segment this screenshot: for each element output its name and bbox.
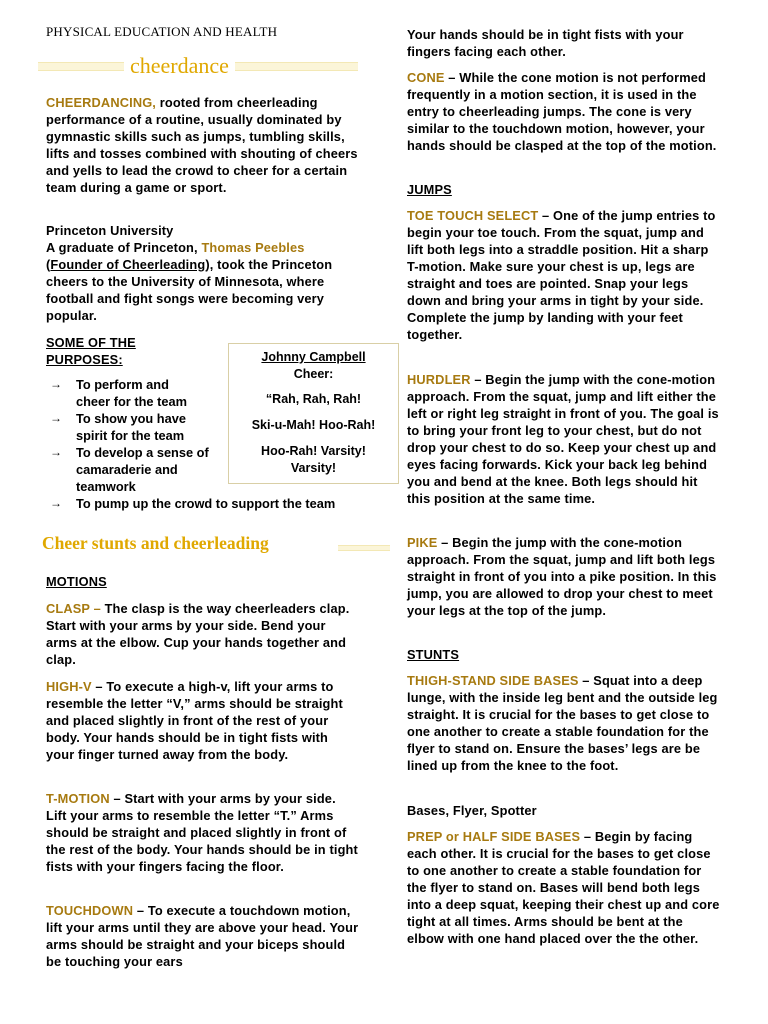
pike-text: – Begin the jump with the cone-motion approach. From the squat, jump and lift both legs straight in front of you into a pike position. In this jump, you are allowed to drop your chest to meet your legs at the top of the jump. xyxy=(407,535,717,618)
intro-paragraph xyxy=(46,94,358,196)
list-item xyxy=(50,410,215,444)
purpose-text: To develop a sense of camaraderie and teamwork xyxy=(76,445,209,494)
paren: ( xyxy=(46,257,51,272)
cheer-line: Hoo-Rah! Varsity! xyxy=(261,444,366,458)
page-title: cheerdance xyxy=(124,53,235,79)
arrow-icon: → xyxy=(50,377,62,391)
princeton-prefix: A graduate of Princeton, xyxy=(46,240,202,255)
cheer-box-title: Johnny Campbell xyxy=(261,350,366,364)
list-item xyxy=(50,444,220,495)
cheer-line: Ski-u-Mah! Hoo-Rah! xyxy=(251,418,376,432)
hurdler-term: HURDLER xyxy=(407,372,471,387)
purposes-heading xyxy=(46,334,196,368)
princeton-rest: ), took the Princeton cheers to the University of Minnesota, where football and fight songs were becoming very popular. xyxy=(46,257,333,323)
touchdown-continued: Your hands should be in tight fists with your fingers facing each other. xyxy=(407,27,684,59)
tmotion-term: T-MOTION xyxy=(46,791,110,806)
arrow-icon: → xyxy=(50,496,62,510)
stunts-heading: STUNTS xyxy=(407,647,460,662)
clasp-paragraph xyxy=(46,600,358,668)
intro-text: rooted from cheerleading performance of a routine, usually dominated by gymnastic skills such as jumps, tumbling skills, lifts and tosses combined with shouting of cheers and yells to lead the crowd to cheer for a certain team during a game or sport. xyxy=(46,95,358,195)
purpose-text: To show you have spirit for the team xyxy=(76,411,186,443)
pike-term: PIKE xyxy=(407,535,438,550)
cone-paragraph xyxy=(407,69,725,154)
section-band xyxy=(338,545,390,551)
jumps-heading: JUMPS xyxy=(407,182,452,197)
thigh-term: THIGH-STAND SIDE BASES xyxy=(407,673,579,688)
toetouch-paragraph xyxy=(407,207,723,343)
purposes-heading-line2: PURPOSES: xyxy=(46,352,123,367)
roles-line: Bases, Flyer, Spotter xyxy=(407,803,537,818)
intro-term: CHEERDANCING, xyxy=(46,95,157,110)
motions-heading: MOTIONS xyxy=(46,574,107,589)
section-title: Cheer stunts and cheerleading xyxy=(36,533,275,554)
arrow-icon: → xyxy=(50,445,62,459)
prep-term: PREP or HALF SIDE BASES xyxy=(407,829,581,844)
touchdown-text: – To execute a touchdown motion, lift your arms until they are above your head. Your arms should be straight and your biceps should be touching your ears xyxy=(46,903,359,969)
toetouch-text: – One of the jump entries to begin your toe touch. From the squat, jump and lift both legs into a straddle position. Hit a sharp T-motion. Make sure your chest is up, legs are straight and toes are pointed. Snap your legs down and bring your arms in tight by your side. Complete the jump by landing with your feet together. xyxy=(407,208,716,342)
highv-paragraph xyxy=(46,678,360,763)
cone-term: CONE xyxy=(407,70,445,85)
clasp-text: The clasp is the way cheerleaders clap. Start with your arms by your side. Bend your arms at the elbow. Cup your hands together and clap. xyxy=(46,601,350,667)
peebles-name: Thomas Peebles xyxy=(201,240,305,255)
cheer-line: Varsity! xyxy=(290,461,337,475)
hurdler-paragraph xyxy=(407,371,723,507)
thigh-paragraph xyxy=(407,672,725,774)
hurdler-text: – Begin the jump with the cone-motion approach. From the squat, jump and lift either the left or right leg straight in front of you. The goal is to bring your front leg to your chest, but do not drop your chest to do so. Keep your chest up and eyes facing forwards. Kick your back leg behind you and bend at the knee. Both legs should hit this position at the same time. xyxy=(407,372,719,506)
purposes-heading-line1: SOME OF THE xyxy=(46,335,136,350)
founder-link[interactable]: Founder of Cheerleading xyxy=(50,257,206,272)
arrow-icon: → xyxy=(50,411,62,425)
cone-text: – While the cone motion is not performed frequently in a motion section, it is used in the entry to cheerleading jumps. The cone is very similar to the touchdown motion, however, your hands should be clasped at the top of the motion. xyxy=(407,70,717,153)
pike-paragraph xyxy=(407,534,723,619)
cheer-box xyxy=(228,343,399,484)
tmotion-text: – Start with your arms by your side. Lift your arms to resemble the letter “T.” Arms should be straight and placed slightly in front of the rest of the body. Your hands should be in tight fists with your fingers facing the floor. xyxy=(46,791,358,874)
cheer-box-subtitle: Cheer: xyxy=(293,367,334,381)
princeton-heading: Princeton University xyxy=(46,223,174,238)
clasp-term: CLASP – xyxy=(46,601,101,616)
list-item xyxy=(50,495,350,512)
purpose-text: To pump up the crowd to support the team xyxy=(76,496,336,511)
prep-text: – Begin by facing each other. It is crucial for the bases to get close to one another to create a stable foundation for the flyer to stand on. Bases will bend both legs into a deep squat, keeping their chest up and core tight at all times. Arms should be bent at the elbow with one hand placed over the the other. xyxy=(407,829,720,946)
purpose-text: To perform and cheer for the team xyxy=(76,377,187,409)
princeton-paragraph xyxy=(46,222,358,324)
touchdown-term: TOUCHDOWN xyxy=(46,903,134,918)
highv-text: – To execute a high-v, lift your arms to resemble the letter “V,” arms should be straight and placed slightly in front of the rest of your body. Your hands should be in tight fists with your finger turned away from the body. xyxy=(46,679,343,762)
document-header: PHYSICAL EDUCATION AND HEALTH xyxy=(46,24,278,39)
tmotion-paragraph xyxy=(46,790,358,875)
toetouch-term: TOE TOUCH SELECT xyxy=(407,208,539,223)
list-item xyxy=(50,376,200,410)
cheer-line: “Rah, Rah, Rah! xyxy=(265,392,362,406)
touchdown-paragraph xyxy=(46,902,362,970)
highv-term: HIGH-V xyxy=(46,679,92,694)
prep-paragraph xyxy=(407,828,723,947)
thigh-text: – Squat into a deep lunge, with the inside leg bent and the outside leg straight. It is crucial for the bases to get close to one another to create a stable foundation for the flyer to stand on. Ensure the bases’ legs are be lined up from the knee to the foot. xyxy=(407,673,718,773)
